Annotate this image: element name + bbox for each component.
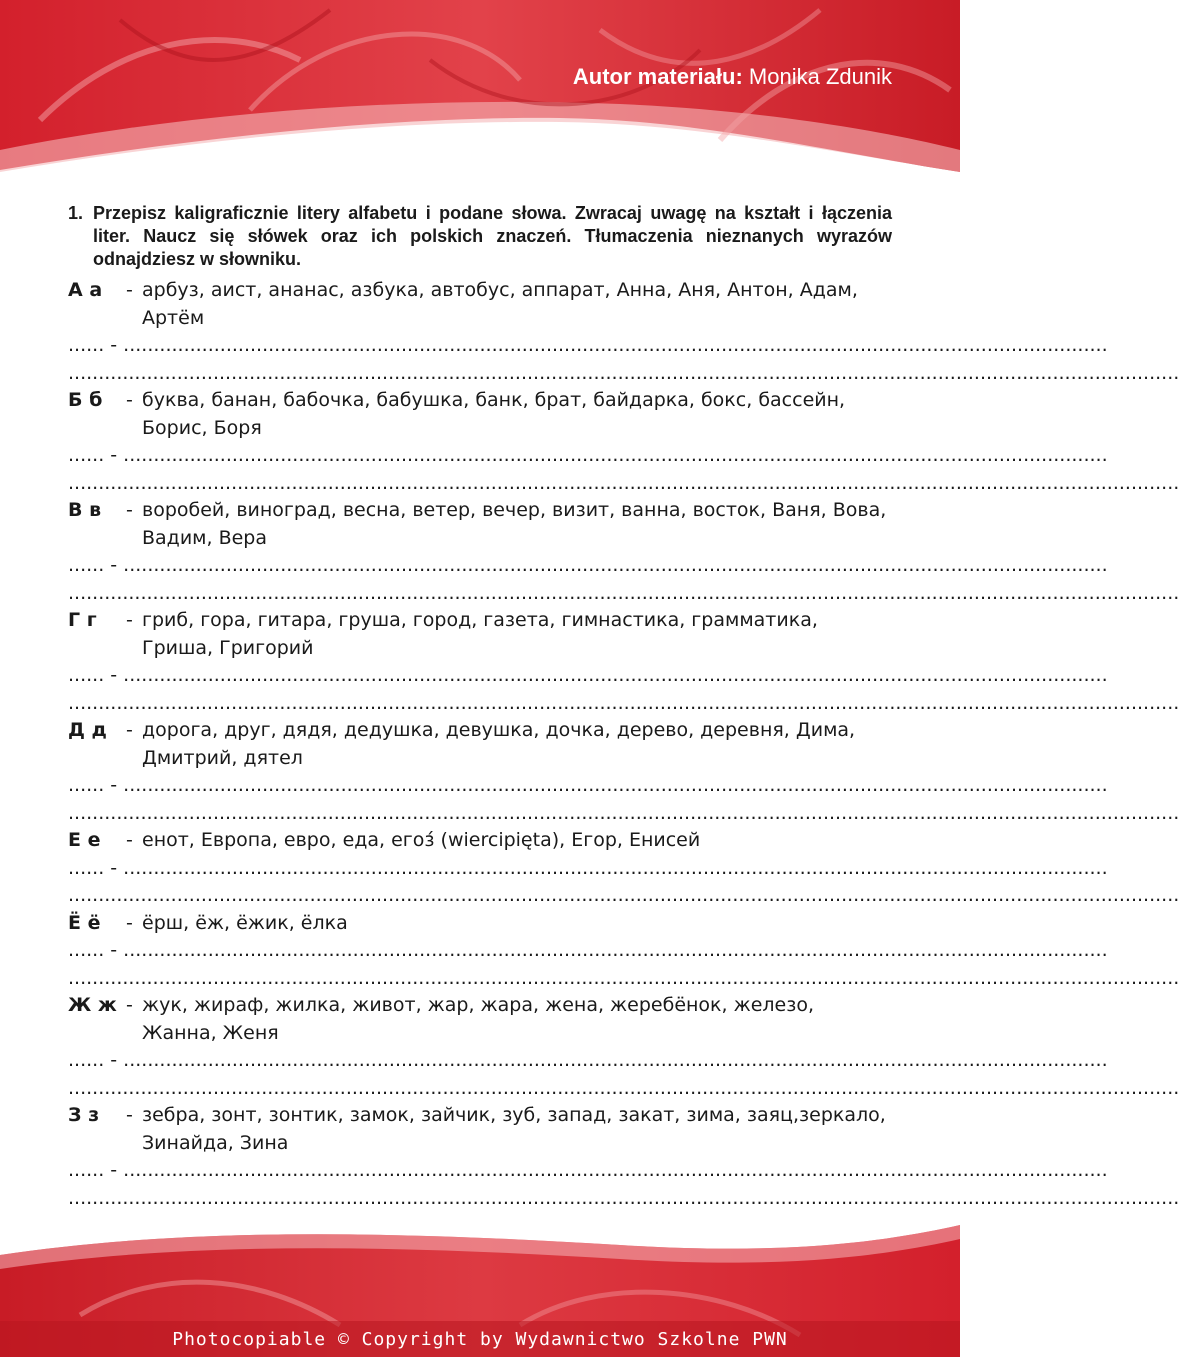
word-list: арбуз, аист, ананас, азбука, автобус, аппарат, Анна, Аня, Антон, Адам, Артём [142,279,858,329]
separator-dash: - [126,719,133,741]
word-list: зебра, зонт, зонтик, замок, зайчик, зуб, запад, закат, зима, заяц,зеркало, Зинайда, Зина [142,1104,886,1154]
letter-pair: Ё ё [68,911,101,934]
letter-entry-zh [68,992,888,1047]
separator-dash: - [126,911,133,934]
letter-pair: Г г [68,609,97,631]
author-name: Monika Zdunik [748,64,892,89]
practice-line: ........................................................................................................................................................................................ [68,361,1179,384]
word-list: гриб, гора, гитара, груша, город, газета, гимнастика, грамматика, Гриша, Григорий [142,609,818,659]
separator-dash: - [126,609,133,631]
practice-line: ........................................................................................................................................................................................ [68,471,1179,494]
practice-line: ........................................................................................................................................................................................ [68,581,1179,604]
word-list: воробей, виноград, весна, ветер, вечер, визит, ванна, восток, Ваня, Вова, Вадим, Вера [142,499,887,549]
practice-line: ...... - ................................................................................................................................................................... [68,856,1108,879]
letter-entry-v [68,497,888,552]
alphabet-exercise [68,277,1179,1212]
practice-line: ...... - ................................................................................................................................................................... [68,939,1108,961]
practice-line: ...... - ................................................................................................................................................................... [68,1159,1108,1181]
practice-line: ........................................................................................................................................................................................ [68,1186,1179,1209]
copyright-notice: Photocopiable © Copyright by Wydawnictwo Szkolne PWN [172,1329,788,1350]
separator-dash: - [126,1104,133,1126]
letter-entry-z [68,1102,888,1157]
word-list: буква, банан, бабочка, бабушка, банк, брат, байдарка, бокс, бассейн, Борис, Боря [142,389,846,439]
practice-line: ........................................................................................................................................................................................ [68,1076,1179,1099]
letter-pair: В в [68,499,102,521]
practice-line: ...... - ................................................................................................................................................................... [68,444,1108,466]
practice-line: ........................................................................................................................................................................................ [68,691,1179,714]
word-list: жук, жираф, жилка, живот, жар, жара, жена, жеребёнок, железо, Жанна, Женя [142,994,815,1044]
practice-line: ...... - ................................................................................................................................................................... [68,664,1108,686]
letter-entry-ye [68,827,888,855]
author-line [573,64,892,90]
letter-entry-a [68,277,888,332]
practice-line: ...... - ................................................................................................................................................................... [68,1049,1108,1071]
practice-line: ........................................................................................................................................................................................ [68,801,1179,824]
letter-entry-g [68,607,888,662]
letter-entry-b [68,387,888,442]
practice-line: ........................................................................................................................................................................................ [68,966,1179,989]
letter-entry-d [68,717,888,772]
practice-line: ...... - ................................................................................................................................................................... [68,334,1108,356]
header-banner [0,0,960,190]
letter-pair: А а [68,279,103,301]
author-label: Autor materiału: [572,64,743,89]
exercise-number: 1. [68,203,84,223]
separator-dash: - [126,389,133,411]
word-list: ёрш, ёж, ёжик, ёлка [142,911,348,934]
letter-pair: Д д [68,719,107,741]
exercise-text: Przepisz kaligraficznie litery alfabetu i podane słowa. Zwracaj uwagę na kształt i łączenia liter. Naucz się słówek oraz ich polskich znaczeń. Tłumaczenia nieznanych wyrazów odnajdziesz w słowniku. [93,203,892,269]
letter-entry-yo [68,910,888,938]
separator-dash: - [126,829,133,851]
practice-line: ........................................................................................................................................................................................ [68,884,1179,906]
word-list: дорога, друг, дядя, дедушка, девушка, дочка, дерево, деревня, Дима, Дмитрий, дятел [142,719,856,769]
letter-pair: Ж ж [68,994,117,1016]
word-list: енот, Европа, евро, еда, егоз́ (wiercipięta), Егор, Енисей [142,829,701,851]
letter-pair: Е е [68,829,101,851]
practice-line: ...... - ................................................................................................................................................................... [68,554,1108,576]
letter-pair: Б б [68,389,103,411]
separator-dash: - [126,279,133,301]
separator-dash: - [126,499,133,521]
separator-dash: - [126,994,133,1016]
practice-line: ...... - ................................................................................................................................................................... [68,774,1108,796]
exercise-instruction [68,202,892,271]
letter-pair: З з [68,1104,100,1126]
